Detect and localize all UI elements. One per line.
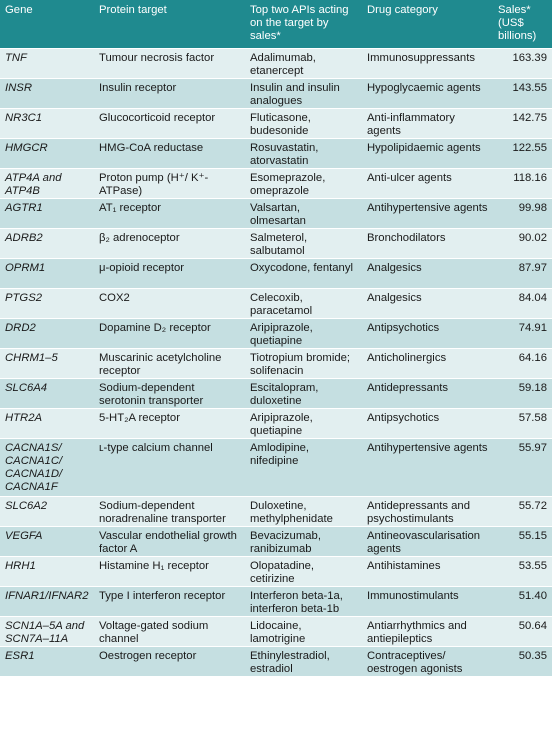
cell-target: 5-HT₂A receptor xyxy=(94,408,245,438)
cell-gene: ESR1 xyxy=(0,646,94,676)
cell-apis: Esomeprazole, omeprazole xyxy=(245,168,362,198)
cell-gene: CHRM1–5 xyxy=(0,348,94,378)
cell-gene: SLC6A2 xyxy=(0,496,94,526)
cell-category: Antihistamines xyxy=(362,556,493,586)
cell-category: Analgesics xyxy=(362,258,493,288)
cell-sales: 59.18 xyxy=(493,378,552,408)
cell-target: Vascular endothelial growth factor A xyxy=(94,526,245,556)
table-row xyxy=(0,616,552,646)
cell-apis: Ethinylestradiol, estradiol xyxy=(245,646,362,676)
cell-target: AT₁ receptor xyxy=(94,198,245,228)
cell-category: Anti-inflammatory agents xyxy=(362,108,493,138)
cell-sales: 50.35 xyxy=(493,646,552,676)
cell-target: Type I interferon receptor xyxy=(94,586,245,616)
header-sales: Sales* (US$ billions) xyxy=(498,4,537,42)
cell-gene: NR3C1 xyxy=(0,108,94,138)
cell-target: Proton pump (H⁺/ K⁺-ATPase) xyxy=(94,168,245,198)
cell-target: ʟ-type calcium channel xyxy=(94,438,245,496)
cell-apis: Adalimumab, etanercept xyxy=(245,48,362,78)
header-category: Drug category xyxy=(367,4,438,16)
cell-sales: 118.16 xyxy=(493,168,552,198)
table-row xyxy=(0,556,552,586)
cell-target: COX2 xyxy=(94,288,245,318)
cell-category: Bronchodilators xyxy=(362,228,493,258)
cell-target: μ-opioid receptor xyxy=(94,258,245,288)
table-row xyxy=(0,198,552,228)
cell-apis: Amlodipine, nifedipine xyxy=(245,438,362,496)
table-row xyxy=(0,288,552,318)
cell-apis: Interferon beta-1a, interferon beta-1b xyxy=(245,586,362,616)
cell-target: Oestrogen receptor xyxy=(94,646,245,676)
table-row xyxy=(0,646,552,676)
cell-gene: ADRB2 xyxy=(0,228,94,258)
cell-sales: 142.75 xyxy=(493,108,552,138)
cell-sales: 74.91 xyxy=(493,318,552,348)
cell-category: Anti-ulcer agents xyxy=(362,168,493,198)
cell-apis: Lidocaine, lamotrigine xyxy=(245,616,362,646)
table-row xyxy=(0,108,552,138)
table-row xyxy=(0,138,552,168)
cell-category: Antidepressants xyxy=(362,378,493,408)
table-row xyxy=(0,318,552,348)
cell-apis: Olopatadine, cetirizine xyxy=(245,556,362,586)
cell-target: Muscarinic acetylcholine receptor xyxy=(94,348,245,378)
cell-category: Antihypertensive agents xyxy=(362,198,493,228)
cell-sales: 55.97 xyxy=(493,438,552,496)
table-row xyxy=(0,526,552,556)
cell-apis: Bevacizumab, ranibizumab xyxy=(245,526,362,556)
cell-target: Tumour necrosis factor xyxy=(94,48,245,78)
cell-gene: VEGFA xyxy=(0,526,94,556)
cell-sales: 87.97 xyxy=(493,258,552,288)
table-row xyxy=(0,378,552,408)
cell-gene: HMGCR xyxy=(0,138,94,168)
table-row xyxy=(0,78,552,108)
table-row xyxy=(0,168,552,198)
cell-gene: HRH1 xyxy=(0,556,94,586)
cell-gene: TNF xyxy=(0,48,94,78)
cell-gene: DRD2 xyxy=(0,318,94,348)
cell-target: Sodium-dependent noradrenaline transporter xyxy=(94,496,245,526)
cell-sales: 90.02 xyxy=(493,228,552,258)
cell-apis: Aripiprazole, quetiapine xyxy=(245,408,362,438)
cell-sales: 55.72 xyxy=(493,496,552,526)
cell-category: Contraceptives/ oestrogen agonists xyxy=(362,646,493,676)
cell-apis: Salmeterol, salbutamol xyxy=(245,228,362,258)
cell-category: Hypolipidaemic agents xyxy=(362,138,493,168)
cell-sales: 57.58 xyxy=(493,408,552,438)
cell-apis: Celecoxib, paracetamol xyxy=(245,288,362,318)
header-target: Protein target xyxy=(99,4,167,16)
table-row xyxy=(0,438,552,496)
cell-apis: Fluticasone, budesonide xyxy=(245,108,362,138)
cell-gene: IFNAR1/IFNAR2 xyxy=(0,586,94,616)
cell-sales: 84.04 xyxy=(493,288,552,318)
cell-gene: ATP4A and ATP4B xyxy=(0,168,94,198)
cell-target: Glucocorticoid receptor xyxy=(94,108,245,138)
cell-gene: CACNA1S/ CACNA1C/ CACNA1D/ CACNA1F xyxy=(0,438,94,496)
cell-sales: 122.55 xyxy=(493,138,552,168)
table-row xyxy=(0,496,552,526)
cell-target: Histamine H₁ receptor xyxy=(94,556,245,586)
cell-target: Sodium-dependent serotonin transporter xyxy=(94,378,245,408)
cell-gene: AGTR1 xyxy=(0,198,94,228)
cell-category: Analgesics xyxy=(362,288,493,318)
cell-category: Immunostimulants xyxy=(362,586,493,616)
cell-apis: Escitalopram, duloxetine xyxy=(245,378,362,408)
cell-category: Antiarrhythmics and antiepileptics xyxy=(362,616,493,646)
cell-category: Antipsychotics xyxy=(362,408,493,438)
cell-target: Voltage-gated sodium channel xyxy=(94,616,245,646)
table-row xyxy=(0,586,552,616)
cell-gene: INSR xyxy=(0,78,94,108)
table-row xyxy=(0,48,552,78)
table-row xyxy=(0,348,552,378)
cell-gene: PTGS2 xyxy=(0,288,94,318)
cell-apis: Duloxetine, methylphenidate xyxy=(245,496,362,526)
cell-category: Antineovascularisation agents xyxy=(362,526,493,556)
header-gene: Gene xyxy=(5,4,33,16)
cell-sales: 51.40 xyxy=(493,586,552,616)
cell-sales: 99.98 xyxy=(493,198,552,228)
cell-category: Antihypertensive agents xyxy=(362,438,493,496)
cell-gene: HTR2A xyxy=(0,408,94,438)
cell-category: Anticholinergics xyxy=(362,348,493,378)
cell-apis: Oxycodone, fentanyl xyxy=(245,258,362,288)
cell-target: Dopamine D₂ receptor xyxy=(94,318,245,348)
table-row xyxy=(0,408,552,438)
cell-target: β₂ adrenoceptor xyxy=(94,228,245,258)
cell-target: Insulin receptor xyxy=(94,78,245,108)
cell-sales: 143.55 xyxy=(493,78,552,108)
cell-category: Hypoglycaemic agents xyxy=(362,78,493,108)
cell-sales: 163.39 xyxy=(493,48,552,78)
cell-apis: Aripiprazole, quetiapine xyxy=(245,318,362,348)
header-row xyxy=(0,0,552,48)
cell-category: Immunosuppressants xyxy=(362,48,493,78)
cell-sales: 64.16 xyxy=(493,348,552,378)
cell-sales: 55.15 xyxy=(493,526,552,556)
header-apis: Top two APIs acting on the target by sales* xyxy=(250,4,349,42)
table-row xyxy=(0,228,552,258)
table-row xyxy=(0,258,552,288)
cell-sales: 53.55 xyxy=(493,556,552,586)
cell-sales: 50.64 xyxy=(493,616,552,646)
cell-gene: OPRM1 xyxy=(0,258,94,288)
cell-apis: Tiotropium bromide; solifenacin xyxy=(245,348,362,378)
cell-category: Antidepressants and psychostimulants xyxy=(362,496,493,526)
cell-gene: SCN1A–5A and SCN7A–11A xyxy=(0,616,94,646)
cell-gene: SLC6A4 xyxy=(0,378,94,408)
cell-category: Antipsychotics xyxy=(362,318,493,348)
cell-apis: Insulin and insulin analogues xyxy=(245,78,362,108)
cell-apis: Rosuvastatin, atorvastatin xyxy=(245,138,362,168)
cell-target: HMG-CoA reductase xyxy=(94,138,245,168)
cell-apis: Valsartan, olmesartan xyxy=(245,198,362,228)
